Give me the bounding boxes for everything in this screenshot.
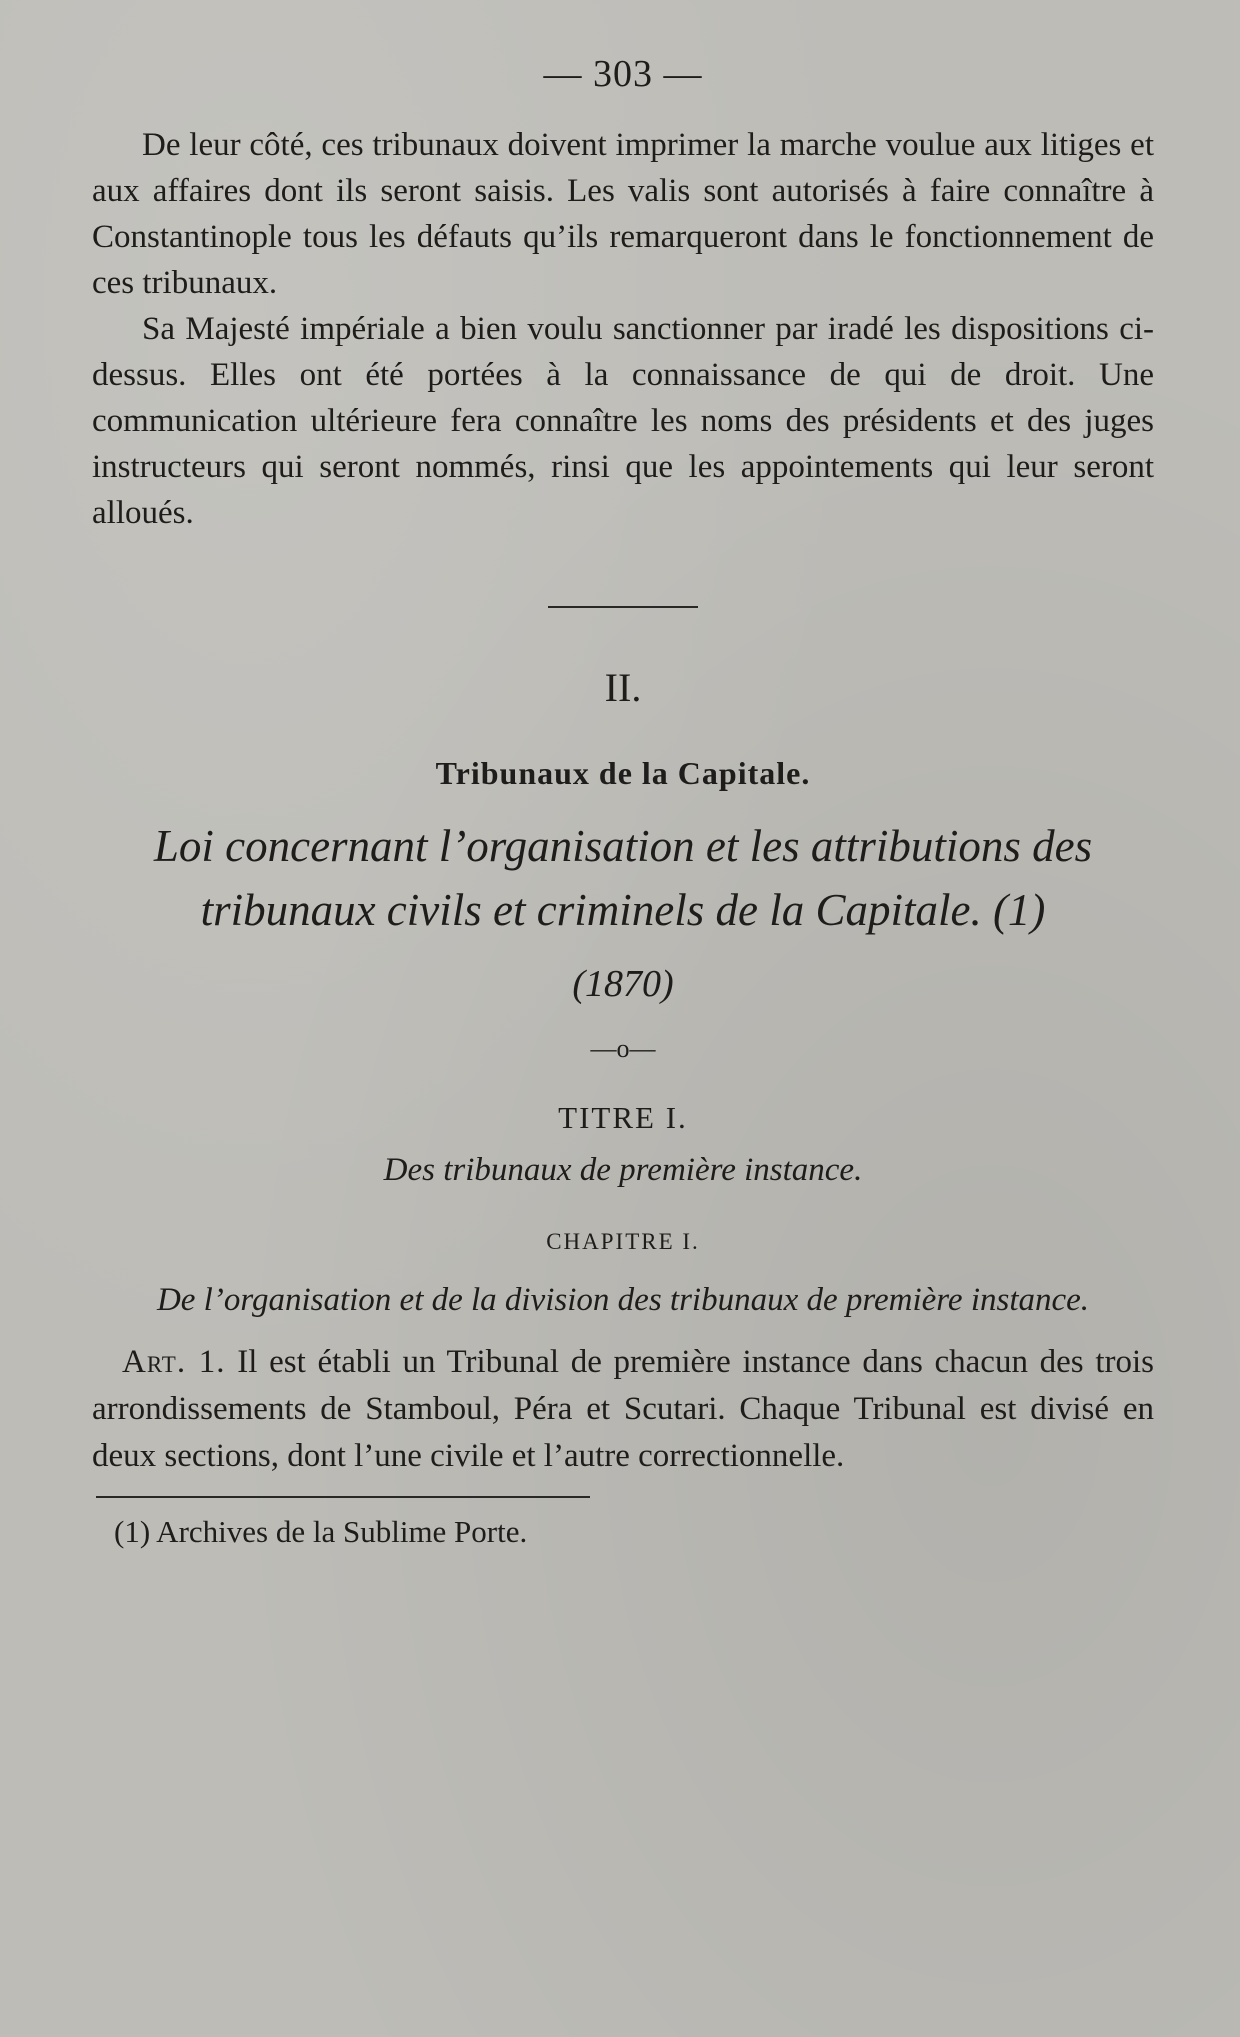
intro-paragraph-1: De leur côté, ces tribunaux doivent imprimer la marche voulue aux litiges et aux affaires dont ils seront saisis. Les valis sont autorisés à faire connaître à Constantinople tous les défauts qu’ils remarqueront dans le fonctionnement de ces tribunaux.	[92, 127, 1154, 301]
footnote-rule	[96, 1496, 590, 1498]
law-title: Loi concernant l’organisation et les attributions des tribunaux civils et criminels de la Capitale. (1)	[153, 821, 1093, 935]
titre-heading: TITRE I.	[558, 1100, 688, 1135]
article-1	[92, 1339, 1154, 1480]
section-divider	[548, 606, 698, 608]
section-number: II.	[604, 665, 642, 710]
law-year: (1870)	[572, 963, 674, 1005]
ornament-separator: —o—	[590, 1034, 656, 1063]
page-number: — 303 —	[543, 53, 703, 95]
article-text: Il est établi un Tribunal de première instance dans chacun des trois arrondissements de Stamboul, Péra et Scutari. Chaque Tribunal est divisé en deux sections, dont l’une civile et l’autre correctionnelle.	[92, 1344, 1155, 1474]
chapitre-subtitle: De l’organisation et de la division des tribunaux de première instance.	[156, 1282, 1090, 1318]
chapitre-heading: CHAPITRE I.	[546, 1229, 700, 1254]
titre-subtitle: Des tribunaux de première instance.	[383, 1152, 863, 1188]
section-title: Tribunaux de la Capitale.	[435, 755, 811, 791]
intro-paragraph-2: Sa Majesté impériale a bien voulu sanctionner par iradé les dispositions ci-dessus. Elles ont été portées à la connaissance de qui de droit. Une communication ultérieure fera connaître les noms des présidents et des juges instructeurs qui seront nommés, rinsi que les appointements qui leur seront alloués.	[92, 311, 1154, 531]
article-label: Art. 1.	[122, 1344, 226, 1380]
footnote: (1) Archives de la Sublime Porte.	[114, 1514, 528, 1549]
